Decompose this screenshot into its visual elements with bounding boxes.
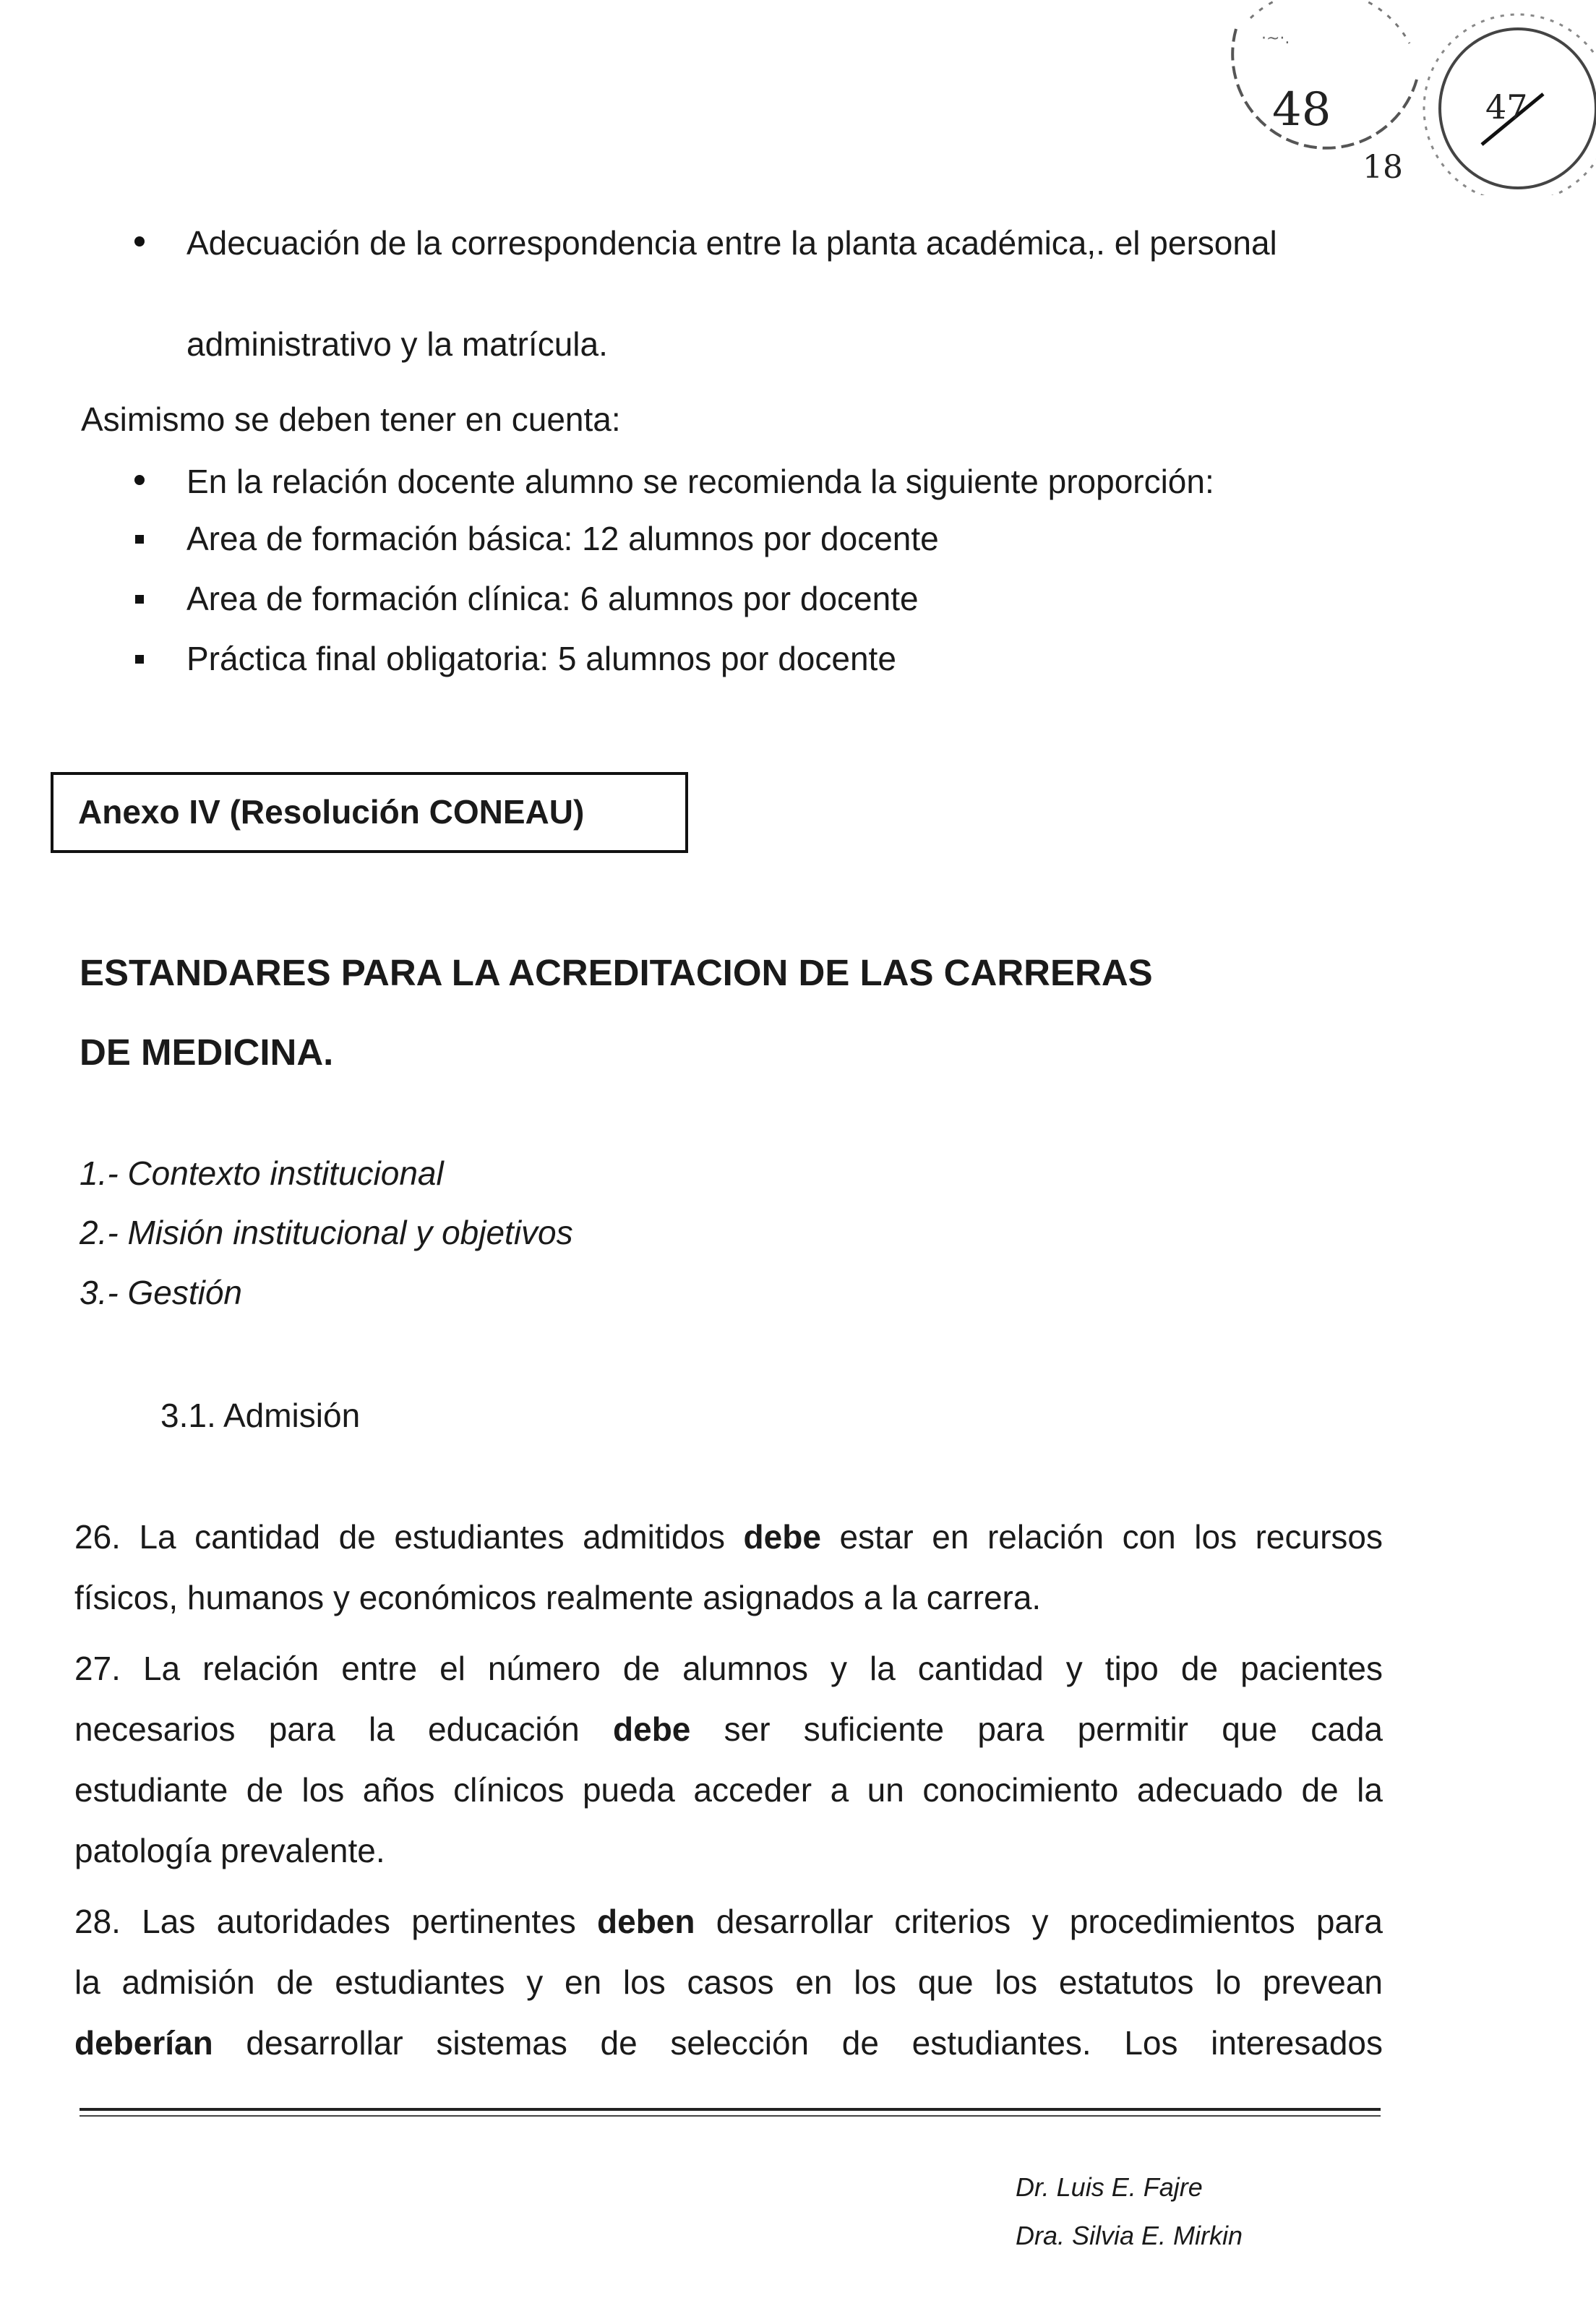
intro-bullet-line1: Adecuación de la correspondencia entre la planta académica,. el personal bbox=[186, 224, 1277, 262]
footer-rule bbox=[80, 2115, 1381, 2117]
main-title-line2: DE MEDICINA. bbox=[80, 1032, 334, 1073]
folio-number-partial: 18 bbox=[1363, 149, 1403, 186]
ratio-item: Práctica final obligatoria: 5 alumnos por docente bbox=[186, 640, 896, 677]
section-item: 1.- Contexto institucional bbox=[80, 1154, 444, 1192]
annex-title: Anexo IV (Resolución CONEAU) bbox=[78, 793, 585, 831]
subsection-title: 3.1. Admisión bbox=[160, 1397, 361, 1434]
signature-name: Dr. Luis E. Fajre bbox=[1016, 2172, 1203, 2202]
svg-text:·~·.: ·~·. bbox=[1261, 30, 1290, 48]
para27-line1: 27. La relación entre el número de alumnos y la cantidad y tipo de pacientes bbox=[74, 1650, 1383, 1687]
ratio-bullet: En la relación docente alumno se recomienda la siguiente proporción: bbox=[186, 463, 1214, 500]
section-item: 2.- Misión institucional y objetivos bbox=[80, 1214, 573, 1251]
folio-number-left: 48 bbox=[1272, 83, 1331, 137]
bullet-square bbox=[135, 595, 144, 604]
ratio-item: Area de formación clínica: 6 alumnos por docente bbox=[186, 580, 919, 617]
para27-line2: necesarios para la educación debe ser suficiente para permitir que cada bbox=[74, 1710, 1383, 1748]
bullet-dot bbox=[134, 236, 145, 247]
para26-line1: 26. La cantidad de estudiantes admitidos debe estar en relación con los recursos bbox=[74, 1518, 1383, 1556]
asimismo-text: Asimismo se deben tener en cuenta: bbox=[81, 400, 621, 438]
section-item: 3.- Gestión bbox=[80, 1274, 242, 1311]
para28-line2: la admisión de estudiantes y en los casos en los que los estatutos lo prevean bbox=[74, 1963, 1383, 2001]
para27-line3: estudiante de los años clínicos pueda acceder a un conocimiento adecuado de la bbox=[74, 1771, 1383, 1809]
para28-line1: 28. Las autoridades pertinentes deben desarrollar criterios y procedimientos para bbox=[74, 1903, 1383, 1940]
folio-number-right: 47 bbox=[1485, 87, 1528, 127]
signature-name: Dra. Silvia E. Mirkin bbox=[1016, 2221, 1243, 2250]
intro-bullet-line2: administrativo y la matrícula. bbox=[186, 325, 608, 363]
footer-rule bbox=[80, 2108, 1381, 2111]
main-title-line1: ESTANDARES PARA LA ACREDITACION DE LAS CARRERAS bbox=[80, 952, 1153, 993]
bullet-dot bbox=[134, 475, 145, 485]
para26-line2: físicos, humanos y económicos realmente asignados a la carrera. bbox=[74, 1579, 1042, 1616]
bullet-square bbox=[135, 535, 144, 544]
para28-line3: deberían desarrollar sistemas de selección de estudiantes. Los interesados bbox=[74, 2024, 1383, 2062]
para27-line4: patología prevalente. bbox=[74, 1832, 385, 1869]
ratio-item: Area de formación básica: 12 alumnos por docente bbox=[186, 520, 939, 557]
bullet-square bbox=[135, 655, 144, 664]
